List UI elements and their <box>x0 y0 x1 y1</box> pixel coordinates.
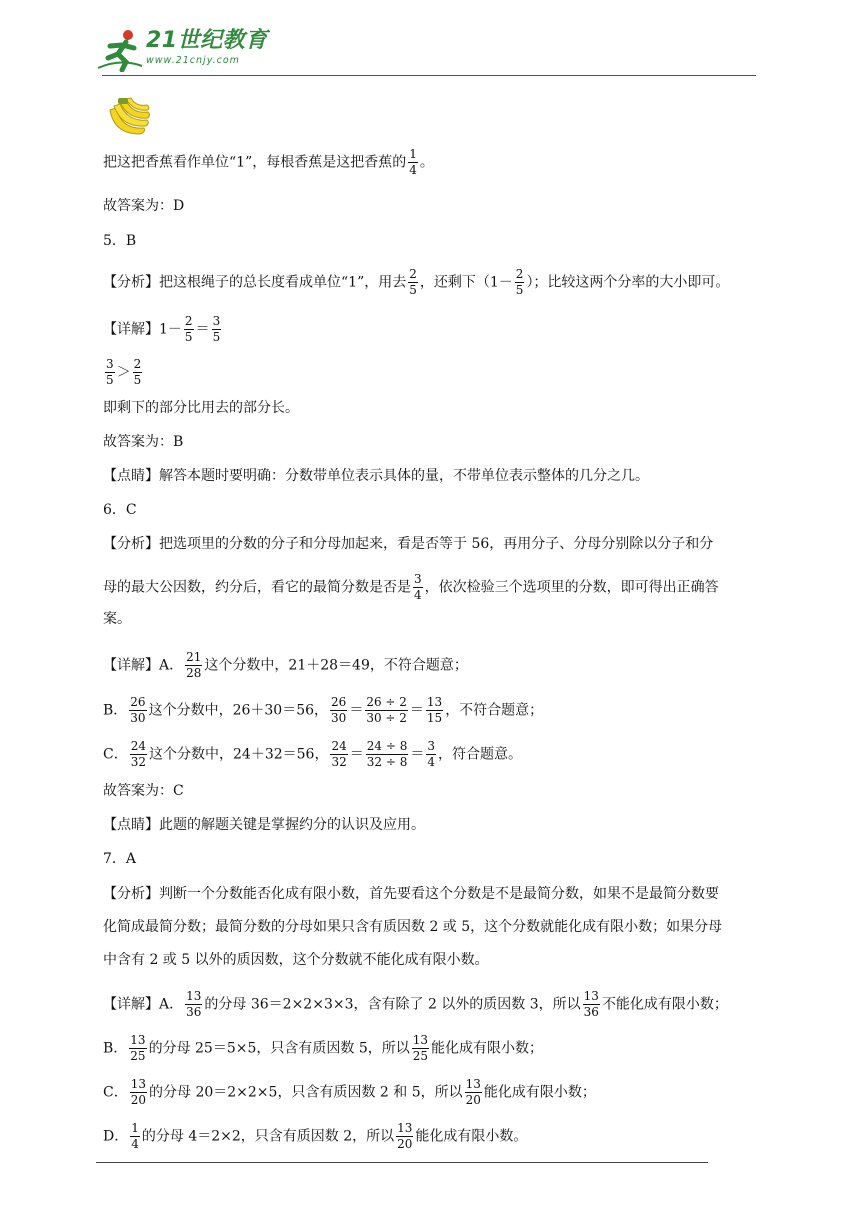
q5-compare: $\frac{3}{5}$ ＞ $\frac{2}{5}$ <box>106 357 142 387</box>
fraction: $\frac{1}{4}$ <box>409 147 417 177</box>
fraction: $\frac{13}{36}$ <box>583 989 599 1019</box>
fraction: $\frac{13}{36}$ <box>186 989 202 1019</box>
fraction: $\frac{2}{5}$ <box>184 314 193 344</box>
fraction: $\frac{3}{5}$ <box>212 314 221 344</box>
fraction: $\frac{13}{20}$ <box>465 1077 481 1107</box>
logo <box>96 28 268 72</box>
fraction: $\frac{13}{25}$ <box>412 1033 429 1063</box>
footer-rule <box>96 1162 708 1163</box>
q6-analysis-line1: 【分析】把选项里的分数的分子和分母加起来，看是否等于 56，再用分子、分母分别除以分子和分 <box>103 536 714 552</box>
fraction: $\frac{26}{30}$ <box>130 695 146 725</box>
q7-title: 7．A <box>103 851 137 867</box>
fraction: $\frac{13}{15}$ <box>426 695 443 725</box>
q7-detail-d: D． $\frac{1}{4}$ 的分母 4＝2×2，只含有质因数 2，所以 $\frac{13}{20}$ 能化成有限小数。 <box>103 1121 528 1151</box>
q7-detail-a: 【详解】A． $\frac{13}{36}$ 的分母 36＝2×2×3×3，含有除了 2 以外的质因数 3，所以 $\frac{13}{36}$ 不能化成有限小数； <box>103 989 728 1019</box>
q6-answer: 故答案为：C <box>103 783 184 799</box>
banana-bunch-icon <box>104 96 152 140</box>
q6-detail-a: 【详解】A． $\frac{21}{28}$ 这个分数中，21＋28＝49，不符合题意； <box>103 650 468 680</box>
q5-conclusion: 即剩下的部分比用去的部分长。 <box>103 400 299 416</box>
q6-detail-c: C． $\frac{24}{32}$ 这个分数中，24＋32＝56， $\frac{24}{32}$ ＝ $\frac{24 \div 8}{32 \div 8}$ ＝ $\frac{3}{4}$ ，符合题意。 <box>103 739 522 769</box>
q7-analysis-line3: 中含有 2 或 5 以外的质因数，这个分数就不能化成有限小数。 <box>103 952 489 968</box>
logo-url: www.21cnjy.com <box>146 55 240 66</box>
fraction: $\frac{3}{5}$ <box>106 357 114 387</box>
logo-title: 21世纪教育 <box>146 28 268 53</box>
fraction: $\frac{24}{32}$ <box>130 739 146 769</box>
header-rule <box>102 75 756 76</box>
q7-analysis-line1: 【分析】判断一个分数能否化成有限小数，首先要看这个分数是不是最简分数，如果不是最简分数要 <box>103 886 719 902</box>
fraction: $\frac{21}{28}$ <box>186 650 202 680</box>
fraction: $\frac{1}{4}$ <box>131 1121 139 1151</box>
runner-logo-icon <box>96 28 144 72</box>
fraction: $\frac{2}{5}$ <box>409 267 417 297</box>
q5-title: 5．B <box>103 233 137 249</box>
q5-detail: 【详解】1－ $\frac{2}{5}$ ＝ $\frac{3}{5}$ <box>103 314 221 344</box>
q6-analysis-line3: 案。 <box>103 611 131 627</box>
q7-detail-b: B． $\frac{13}{25}$ 的分母 25＝5×5，只含有质因数 5，所以 $\frac{13}{25}$ 能化成有限小数； <box>103 1033 544 1063</box>
q4-statement: 把这把香蕉看作单位“1”，每根香蕉是这把香蕉的 $\frac{1}{4}$ 。 <box>103 147 434 177</box>
q5-analysis: 【分析】把这根绳子的总长度看成单位“1”，用去 $\frac{2}{5}$ ，还剩下（1－ $\frac{2}{5}$ ）；比较这两个分率的大小即可。 <box>103 267 730 297</box>
q4-answer: 故答案为：D <box>103 198 185 214</box>
fraction: $\frac{24}{32}$ <box>331 739 347 769</box>
q7-detail-c: C． $\frac{13}{20}$ 的分母 20＝2×2×5，只含有质因数 2 和 5，所以 $\frac{13}{20}$ 能化成有限小数； <box>103 1077 596 1107</box>
fraction: $\frac{13}{20}$ <box>130 1077 146 1107</box>
q6-detail-b: B． $\frac{26}{30}$ 这个分数中，26＋30＝56， $\frac{26}{30}$ ＝ $\frac{26 \div 2}{30 \div 2}$ ＝ $\frac{13}{15}$ ，不符合题意； <box>103 695 544 725</box>
fraction: $\frac{24 \div 8}{32 \div 8}$ <box>366 739 408 769</box>
fraction: $\frac{26 \div 2}{30 \div 2}$ <box>366 695 407 725</box>
fraction: $\frac{26}{30}$ <box>331 695 347 725</box>
fraction: $\frac{3}{4}$ <box>427 739 435 769</box>
q5-tip: 【点睛】解答本题时要明确：分数带单位表示具体的量，不带单位表示整体的几分之几。 <box>103 468 649 484</box>
banana-image <box>104 96 152 146</box>
fraction: $\frac{13}{20}$ <box>397 1121 413 1151</box>
page-header <box>96 28 756 78</box>
q6-analysis-line2: 母的最大公因数，约分后，看它的最简分数是否是 $\frac{3}{4}$ ，依次检验三个选项里的分数，即可得出正确答 <box>103 572 719 602</box>
q6-tip: 【点睛】此题的解题关键是掌握约分的认识及应用。 <box>103 817 425 833</box>
fraction: $\frac{2}{5}$ <box>133 357 142 387</box>
q6-title: 6．C <box>103 502 137 518</box>
q5-answer: 故答案为：B <box>103 434 184 450</box>
fraction: $\frac{13}{25}$ <box>130 1033 146 1063</box>
fraction: $\frac{2}{5}$ <box>515 267 524 297</box>
fraction: $\frac{3}{4}$ <box>414 572 422 602</box>
q7-analysis-line2: 化简成最简分数；最简分数的分母如果只含有质因数 2 或 5，这个分数就能化成有限小数；如果分母 <box>103 919 723 935</box>
